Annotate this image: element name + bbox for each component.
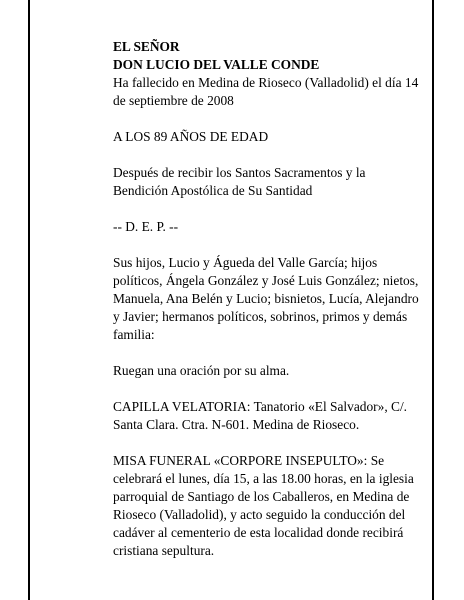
chapel-paragraph: CAPILLA VELATORIA: Tanatorio «El Salvador», C/. Santa Clara. Ctra. N-601. Medina de Rioseco. xyxy=(113,399,408,432)
spacer xyxy=(113,434,423,452)
funeral-paragraph: MISA FUNERAL «CORPORE INSEPULTO»: Se celebrará el lunes, día 15, a las 18.00 horas, en la iglesia parroquial de Santiago de los Caballeros, en Medina de Rioseco (Valladolid), y acto seguido la conducción del cadáver al cementerio de esta localidad donde recibirá cristiana sepultura. xyxy=(113,453,414,558)
age-line: A LOS 89 AÑOS DE EDAD xyxy=(113,129,269,144)
spacer xyxy=(113,200,423,218)
left-border-rule xyxy=(28,0,30,600)
title-line-2: DON LUCIO DEL VALLE CONDE xyxy=(113,57,320,72)
sacraments-paragraph: Después de recibir los Santos Sacramentos y la Bendición Apostólica de Su Santidad xyxy=(113,165,366,198)
dep-line: -- D. E. P. -- xyxy=(113,219,179,234)
right-border-rule xyxy=(432,0,434,600)
spacer xyxy=(113,146,423,164)
spacer xyxy=(113,380,423,398)
prayer-line: Ruegan una oración por su alma. xyxy=(113,363,290,378)
obituary-notice xyxy=(113,38,423,560)
spacer xyxy=(113,344,423,362)
title-line-1: EL SEÑOR xyxy=(113,39,180,54)
spacer xyxy=(113,236,423,254)
spacer xyxy=(113,110,423,128)
family-paragraph: Sus hijos, Lucio y Águeda del Valle García; hijos políticos, Ángela González y José Luis González; nietos, Manuela, Ana Belén y Lucio; bisnietos, Lucía, Alejandro y Javier; hermanos políticos, sobrinos, primos y demás familia: xyxy=(113,255,419,342)
death-notice: Ha fallecido en Medina de Rioseco (Valladolid) el día 14 de septiembre de 2008 xyxy=(113,75,419,108)
